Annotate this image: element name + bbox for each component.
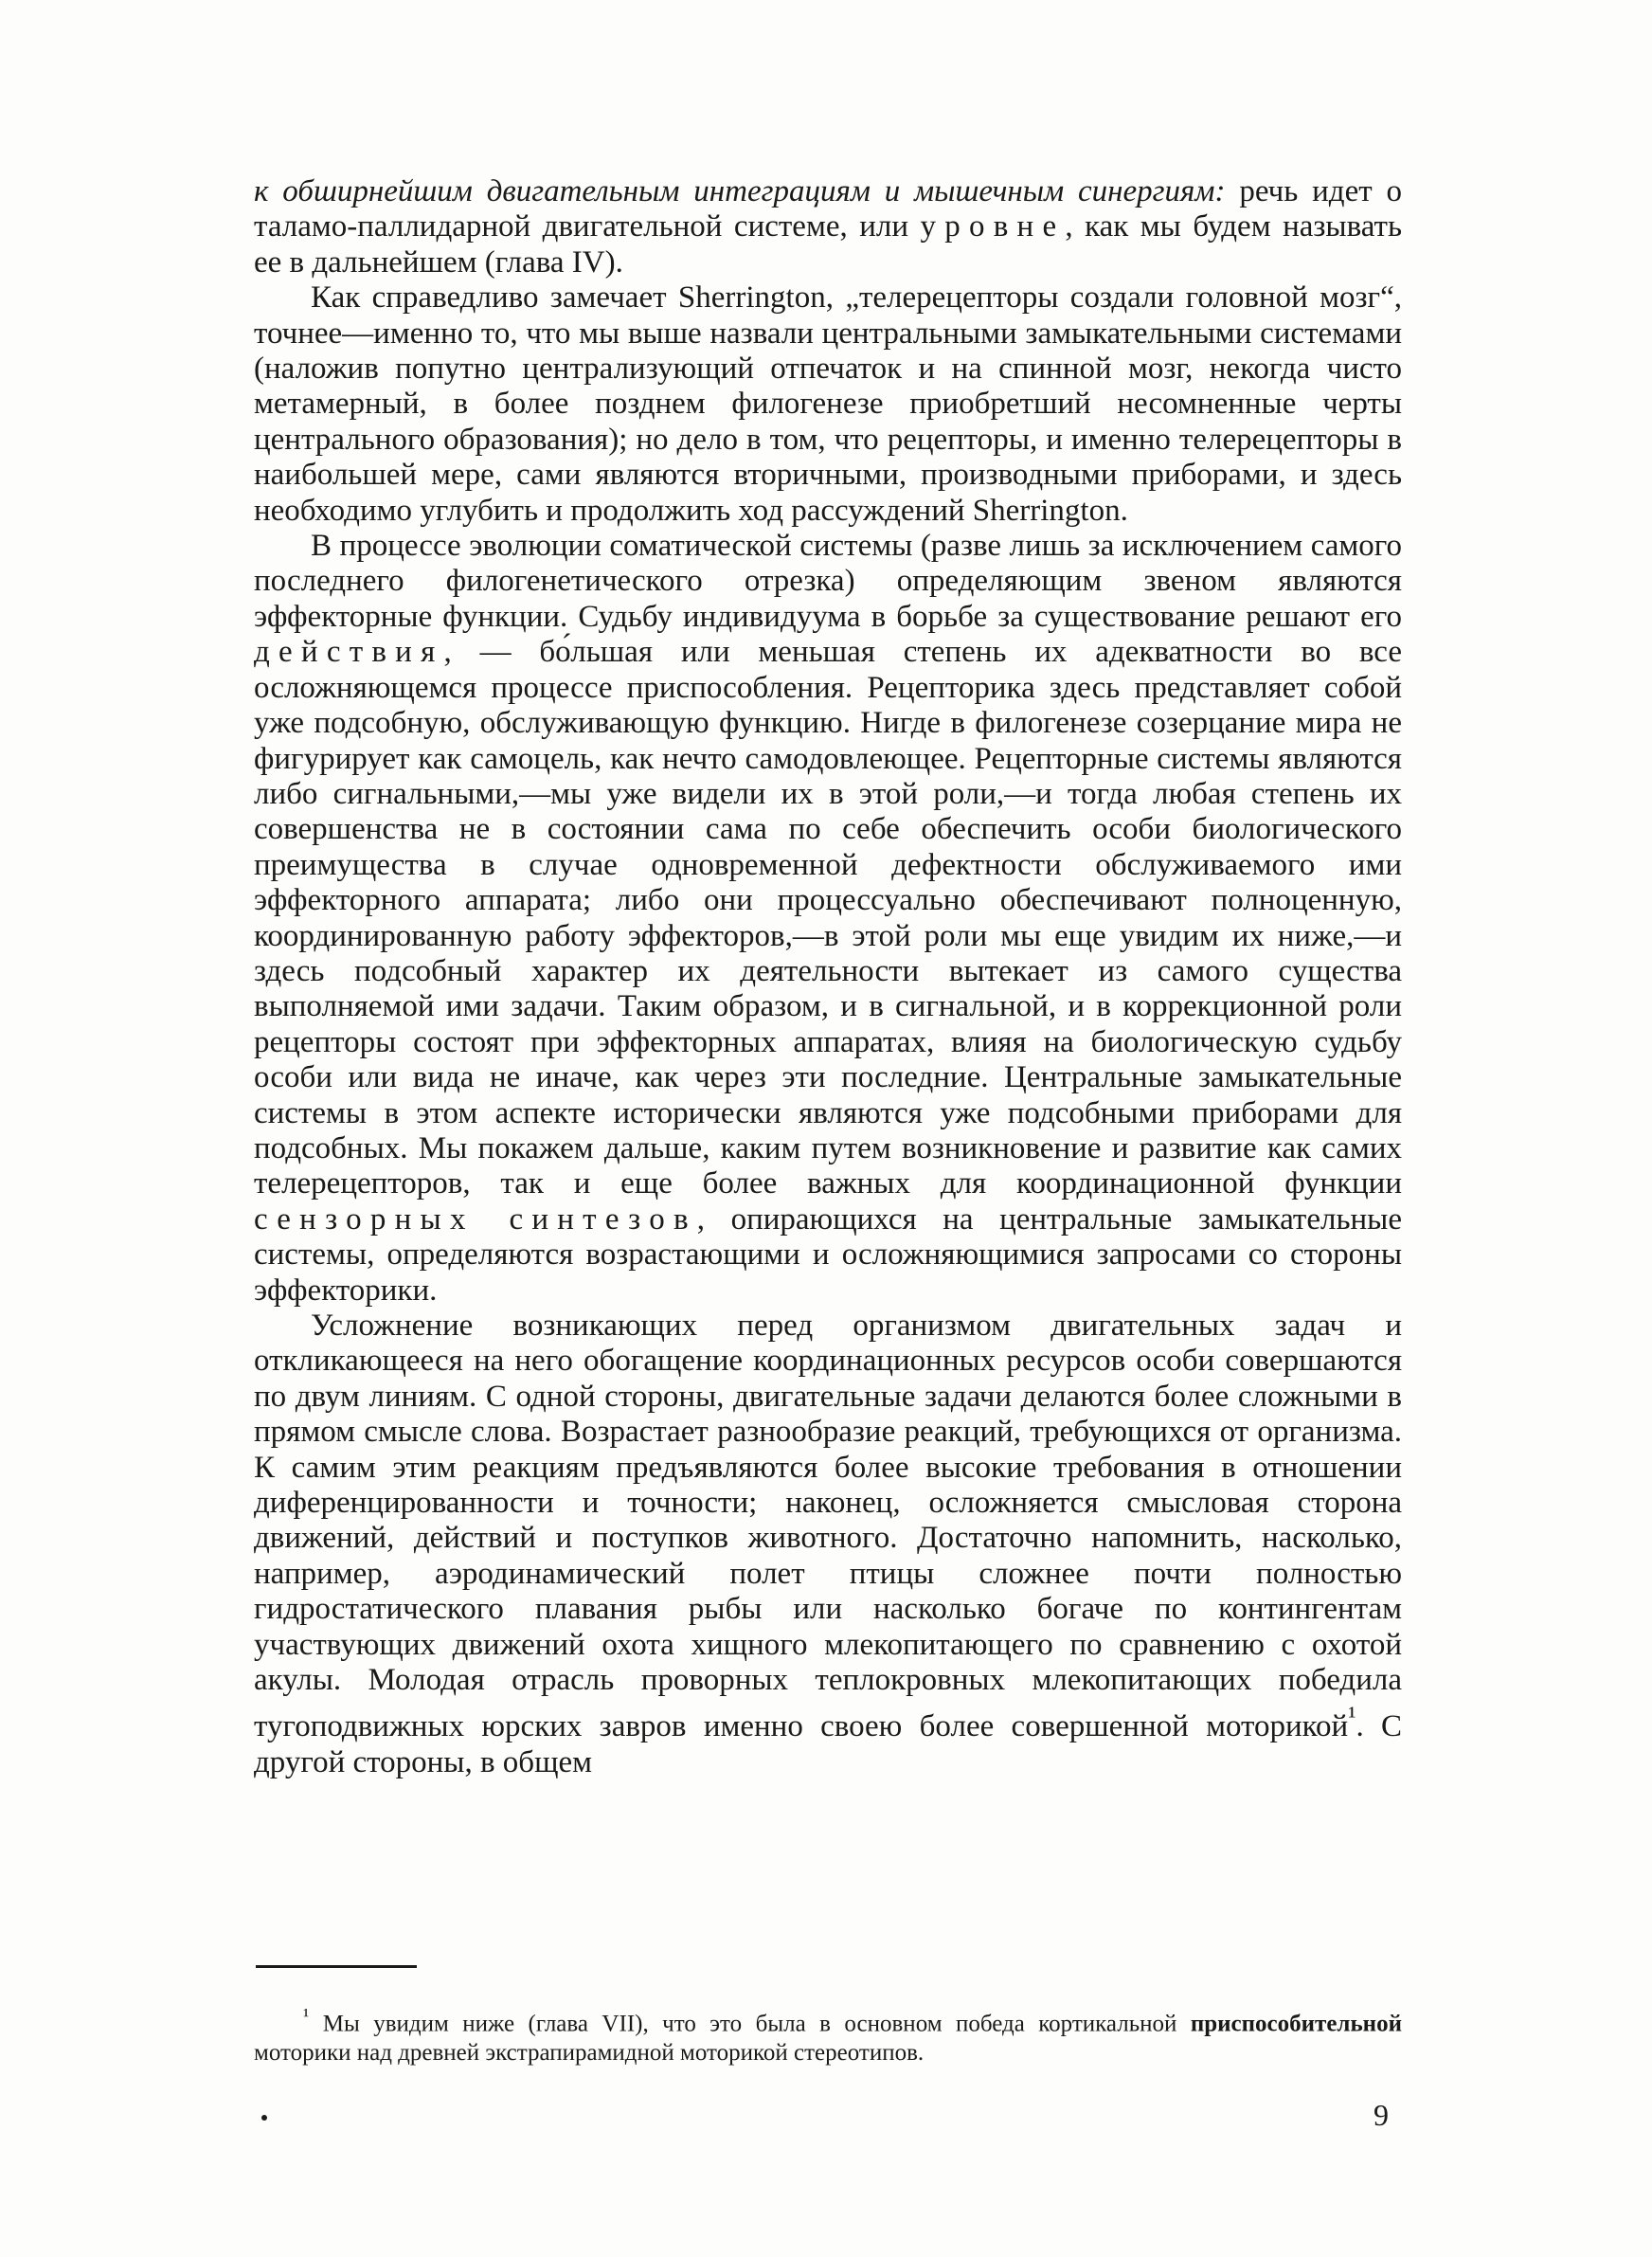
footnote-divider <box>256 1965 417 1968</box>
italic-phrase: к обширнейшим двигательным интеграциям и мышечным синергиям: <box>254 174 1226 208</box>
footnote-mark: ¹ <box>303 2004 310 2027</box>
footnote-bold-word: приспособительной <box>1190 2011 1402 2037</box>
spaced-term-urovne: уровне <box>920 209 1066 244</box>
print-dot <box>261 2115 267 2121</box>
page-number: 9 <box>1374 2098 1389 2132</box>
spaced-term-sensory-syntheses: сензорных синтезов <box>254 1201 697 1237</box>
paragraph-4: Усложнение возникающих перед организмом двигательных задач и откликающееся на него обогащение координационных ресурсов особи совершаются по двум линиям. С одной стороны, двигательные задачи делаются более сложными в прямом смысле слова. Возрастает разнообразие реакций, требующихся от организма. К самим этим реакциям предъявляются более высокие требования в отношении диференцированности и точности; наконец, осложняется смысловая сторона движений, действий и поступков животного. Достаточно напомнить, насколько, например, аэродинамический полет птицы сложнее почти полностью гидростатического плавания рыбы или насколько богаче по контингентам участвующих движений охота хищного млекопитающего по сравнению с охотой акулы. Молодая отрасль проворных теплокровных млекопитающих победила тугоподвижных юрских завров именно своею более совершенной моторикой$^{^1}$. С другой стороны, в общем <box>254 1309 1402 1779</box>
paragraph-1: к обширнейшим двигательным интеграциям и мышечным синергиям: речь идет о таламо-паллидарной двигательной системе, или уровне, как мы будем называть ее в дальнейшем (глава IV). <box>254 174 1403 280</box>
footnote-reference[interactable]: ¹ <box>1348 1701 1356 1731</box>
paragraph-3: В процессе эволюции соматической системы (разве лишь за исключением самого последнего филогенетического отрезка) определяющим звеном являются эффекторные функции. Судьбу индивидуума в борьбе за существование решают его действия, — бо́льшая или меньшая степень их адекватности во все осложняющемся процессе приспособления. Рецепторика здесь представляет собой уже подсобную, обслуживающую функцию. Нигде в филогенезе созерцание мира не фигурирует как самоцель, как нечто самодовлеющее. Рецепторные системы являются либо сигнальными,—мы уже видели их в этой роли,—и тогда любая степень их совершенства не в состоянии сама по себе обеспечить особи биологического преимущества в случае одновременной дефектности обслуживаемого ими эффекторного аппарата; либо они процессуально обеспечивают полноценную, координированную работу эффекторов,—в этой роли мы еще увидим их ниже,—и здесь подсобный характер их деятельности вытекает из самого существа выполняемой ими задачи. Таким образом, и в сигнальной, и в коррекционной роли рецепторы состоят при эффекторных аппаратах, влияя на биологическую судьбу особи или вида не иначе, как через эти последние. Центральные замыкательные системы в этом аспекте исторически являются уже подсобными приборами для подсобных. Мы покажем дальше, каким путем возникновение и развитие как самих телерецепторов, так и еще более важных для координационной функции сензорных синтезов, опирающихся на центральные замыкательные системы, определяются возрастающими и осложняющимися запросами со стороны эффекторики. <box>254 529 1402 1308</box>
spaced-term-deistviya: действия <box>254 635 444 670</box>
body-text <box>254 174 1402 1780</box>
footnote: $^{^1}$ Мы увидим ниже (глава VII), что это была в основном победа кортикальной приспособительной моторики над древней экстрапирамидной моторикой стереотипов. <box>254 2004 1402 2067</box>
paragraph-2: Как справедливо замечает Sherrington, „телерецепторы создали головной мозг“, точнее—именно то, что мы выше назвали центральными замыкательными системами (наложив попутно централизующий отпечаток и на спинной мозг, некогда чисто метамерный, в более позднем филогенезе приобретший несомненные черты центрального образования); но дело в том, что рецепторы, и именно телерецепторы в наибольшей мере, сами являются вторичными, производными приборами, и здесь необходимо углубить и продолжить ход рассуждений Sherrington. <box>254 280 1402 528</box>
